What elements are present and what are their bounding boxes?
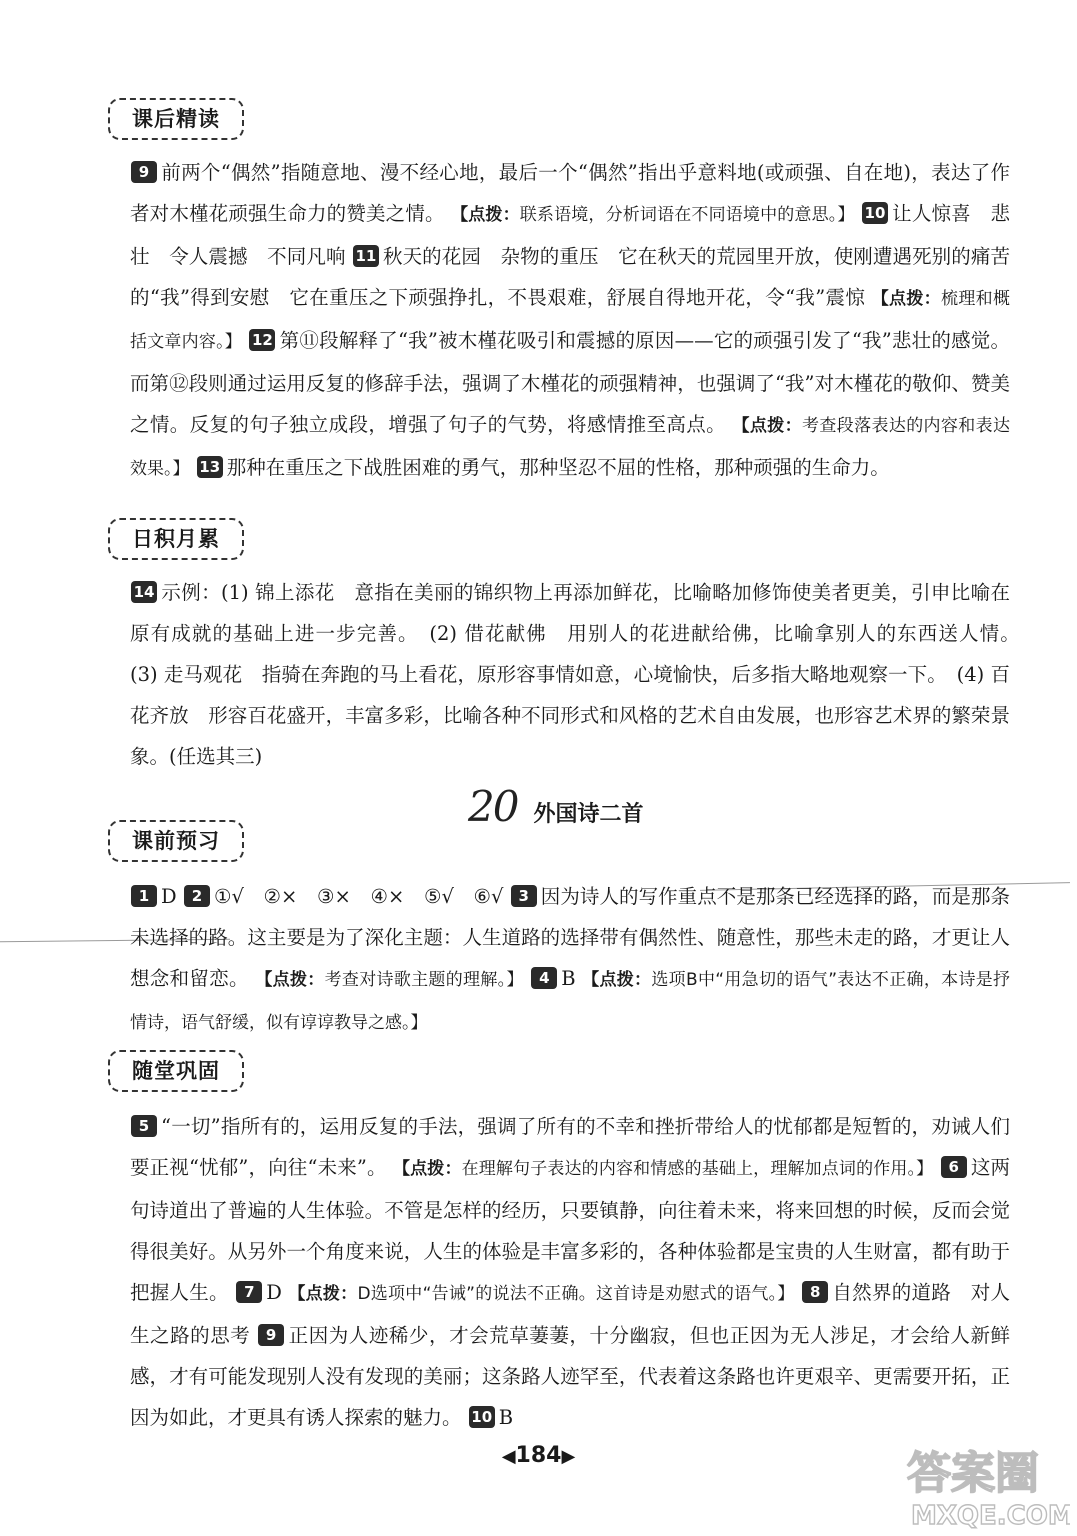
- answer-paragraph-in-class: [130, 1106, 1010, 1438]
- answer-text: 示例：(1) 锦上添花 意指在美丽的锦织物上再添加鲜花，比喻略加修饰使美者更美，引申比喻在原有成就的基础上进一步完善。 (2) 借花献佛 用别人的花进献给佛，比喻拿别人的东西送人情。 (3) 走马观花 指骑在奔跑的马上看花，原形容事情如意，心境愉快，后多指大略地观察一下。 (4) 百花齐放 形容百花盛开，丰富多彩，比喻各种不同形式和风格的艺术自由发展，也形容艺术界的繁荣景象。(任选其三): [130, 581, 1030, 768]
- question-number-badge: 4: [531, 967, 557, 989]
- page-number-text: 184: [515, 1443, 562, 1468]
- hint-label: 【点拨：: [732, 416, 802, 436]
- hint-note: [451, 205, 855, 225]
- answer-text: ①√ ②× ③× ④× ⑤√ ⑥√: [213, 885, 504, 908]
- hint-text: 考查对诗歌主题的理解。】: [324, 970, 524, 990]
- section-tag-in-class: 随堂巩固: [108, 1050, 244, 1092]
- section-tag-daily-accumulation: 日积月累: [108, 518, 244, 560]
- answer-paragraph-preview: [130, 876, 1010, 1044]
- watermark-sub-text: MXQE.COM: [911, 1501, 1070, 1531]
- hint-text: 选项B中“用急切的语气”表达不正确，本诗是抒情诗，语气舒缓，似有谆谆教导之感。】: [130, 970, 1011, 1033]
- right-triangle-icon: ▶: [561, 1446, 576, 1467]
- question-number-badge: 7: [236, 1281, 262, 1303]
- watermark-main-text: 答案圈: [907, 1448, 1039, 1499]
- section-tag-after-class: 课后精读: [108, 98, 244, 140]
- hint-label: 【点拨：: [451, 205, 520, 225]
- hint-text: 梳理和概括文章内容。】: [130, 289, 1010, 352]
- question-number-badge: 6: [941, 1156, 967, 1178]
- answer-paragraph-accumulation: [130, 572, 1030, 777]
- question-number-badge: 11: [353, 245, 379, 267]
- hint-text: 考查段落表达的内容和表达效果。】: [130, 416, 1011, 479]
- answer-text: B: [561, 967, 576, 990]
- answer-text: B: [498, 1406, 514, 1429]
- answer-text: 因为诗人的写作重点不是那条已经选择的路，而是那条未选择的路。这主要是为了深化主题：人生道路的选择带有偶然性、随意性，那些未走的路，才更让人想念和留恋。: [130, 885, 1011, 990]
- answer-text: “一切”指所有的，运用反复的手法，强调了所有的不幸和挫折带给人的忧郁都是短暂的，劝诫人们要正视“忧郁”，向往“未来”。: [130, 1115, 1010, 1179]
- question-number-badge: 12: [249, 329, 275, 351]
- answer-text: 正因为人迹稀少，才会荒草萋萋，十分幽寂，但也正因为无人涉足，才会给人新鲜感，才有可能发现别人没有发现的美丽；这条路人迹罕至，代表着这条路也许更艰辛、更需要开拓，正因为如此，才更具有诱人探索的魅力。: [130, 1324, 1010, 1429]
- question-number-badge: 1: [131, 885, 157, 907]
- answer-text: 秋天的花园 杂物的重压 它在秋天的荒园里开放，使刚遭遇死别的痛苦的“我”得到安慰 它在重压之下顽强挣扎，不畏艰难，舒展自得地开花，令“我”震惊: [130, 245, 1010, 309]
- answer-text: 第⑪段解释了“我”被木槿花吸引和震撼的原因——它的顽强引发了“我”悲壮的感觉。而第⑫段则通过运用反复的修辞手法，强调了木槿花的顽强精神，也强调了“我”对木槿花的敬仰、赞美之情。反复的句子独立成段，增强了句子的气势，将感情推至高点。: [130, 329, 1010, 436]
- hint-label: 【点拨：: [255, 970, 325, 990]
- answer-text: D: [266, 1281, 282, 1304]
- question-number-badge: 9: [258, 1324, 284, 1346]
- question-number-badge: 2: [184, 885, 210, 907]
- question-number-badge: 5: [131, 1115, 157, 1137]
- answer-text: 让人惊喜 悲壮 令人震撼 不同凡响: [130, 202, 1010, 268]
- lesson-number: 20: [468, 782, 518, 831]
- question-number-badge: 3: [511, 885, 537, 907]
- hint-text: D选项中“告诫”的说法不正确。这首诗是劝慰式的语气。】: [357, 1284, 795, 1304]
- hint-label: 【点拨：: [393, 1159, 462, 1179]
- hint-label: 【点拨：: [288, 1284, 358, 1304]
- question-number-badge: 10: [862, 202, 888, 224]
- question-number-badge: 10: [469, 1406, 495, 1428]
- left-triangle-icon: ◀: [501, 1446, 516, 1467]
- section-tag-preview: 课前预习: [108, 820, 244, 862]
- answer-text: 这两句诗道出了普遍的人生体验。不管是怎样的经历，只要镇静，向往着未来，将来回想的时候，反而会觉得很美好。从另外一个角度来说，人生的体验是丰富多彩的，各种体验都是宝贵的人生财富，都有助于把握人生。: [130, 1156, 1011, 1304]
- hint-label: 【点拨：: [871, 289, 942, 309]
- answer-text: 自然界的道路 对人生之路的思考: [130, 1281, 1011, 1347]
- answer-text: 前两个“偶然”指随意地、漫不经心地，最后一个“偶然”指出乎意料地(或顽强、自在地)，表达了作者对木槿花顽强生命力的赞美之情。: [130, 161, 1010, 225]
- hint-note: [255, 970, 523, 990]
- hint-text: 联系语境，分析词语在不同语境中的意思。】: [519, 205, 855, 225]
- question-number-badge: 9: [131, 161, 157, 183]
- hint-note: [393, 1159, 933, 1179]
- hint-note: [288, 1284, 794, 1304]
- watermark-graphic: [905, 1440, 1070, 1532]
- watermark-logo: [905, 1440, 1070, 1532]
- question-number-badge: 13: [197, 456, 223, 478]
- lesson-title: 外国诗二首: [533, 802, 644, 827]
- hint-text: 在理解句子表达的内容和情感的基础上，理解加点词的作用。】: [461, 1159, 934, 1179]
- answer-paragraph-after-class: [130, 152, 1010, 490]
- question-number-badge: 14: [131, 581, 157, 603]
- question-number-badge: 8: [802, 1281, 828, 1303]
- answer-text: 那种在重压之下战胜困难的勇气，那种坚忍不屈的性格，那种顽强的生命力。: [226, 456, 890, 479]
- lesson-heading: [468, 782, 643, 831]
- hint-label: 【点拨：: [582, 970, 652, 990]
- answer-text: D: [161, 885, 177, 908]
